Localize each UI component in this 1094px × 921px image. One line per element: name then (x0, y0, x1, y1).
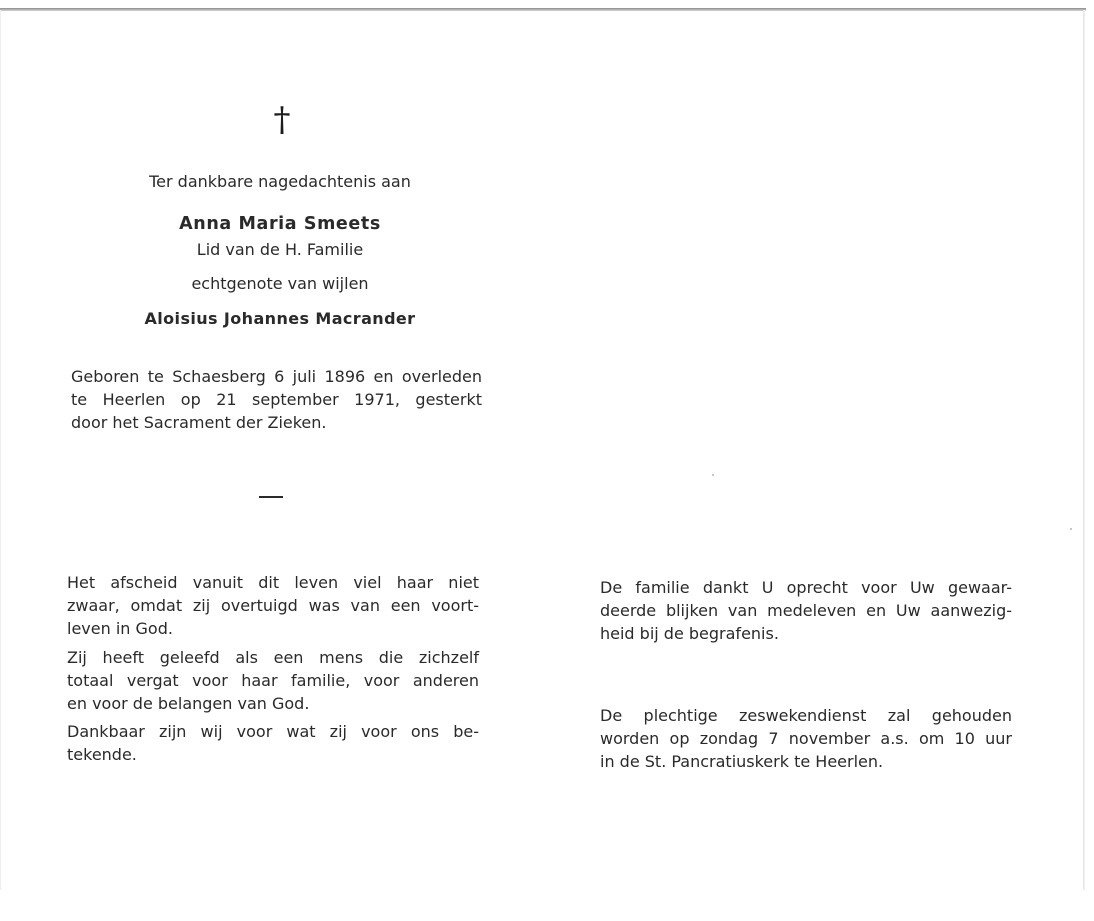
card-left-edge (0, 10, 1, 890)
card-top-edge (0, 8, 1086, 11)
text-line: in de St. Pancratiuskerk te Heerlen. (600, 752, 884, 771)
text-line: Dankbaar zijn wij voor wat zij voor ons be- (67, 722, 479, 741)
text-line: De plechtige zeswekendienst zal gehouden (600, 706, 1012, 725)
text-line: worden op zondag 7 november a.s. om 10 uur (600, 729, 1012, 748)
deceased-name: Anna Maria Smeets (179, 214, 381, 234)
paper-speck (1070, 528, 1072, 530)
text-line: totaal vergat voor haar familie, voor anderen (67, 671, 479, 690)
text-line: deerde blijken van medeleven en Uw aanwezig- (600, 601, 1012, 620)
text-line: heid bij de begrafenis. (600, 624, 779, 643)
text-line: Geboren te Schaesberg 6 juli 1896 en overleden (71, 367, 482, 386)
text-line: De familie dankt U oprecht voor Uw gewaar- (600, 578, 1012, 597)
text-line: leven in God. (67, 619, 173, 638)
text-line: Zij heeft geleefd als een mens die zichzelf (67, 648, 479, 667)
paper-speck (712, 474, 714, 476)
text-line: te Heerlen op 21 september 1971, gesterkt (71, 390, 482, 409)
text-line: tekende. (67, 745, 137, 764)
spouse-name: Aloisius Johannes Macrander (144, 309, 416, 328)
text-line: zwaar, omdat zij overtuigd was van een voort- (67, 596, 479, 615)
card-right-edge (1083, 10, 1085, 890)
separator-dash (259, 496, 283, 498)
relation-text: echtgenote van wijlen (191, 274, 369, 293)
cross-icon: † (273, 100, 291, 140)
membership-text: Lid van de H. Familie (196, 240, 364, 259)
text-line: door het Sacrament der Zieken. (71, 413, 327, 432)
intro-text: Ter dankbare nagedachtenis aan (149, 172, 411, 191)
text-line: en voor de belangen van God. (67, 694, 310, 713)
text-line: Het afscheid vanuit dit leven viel haar niet (67, 573, 479, 592)
